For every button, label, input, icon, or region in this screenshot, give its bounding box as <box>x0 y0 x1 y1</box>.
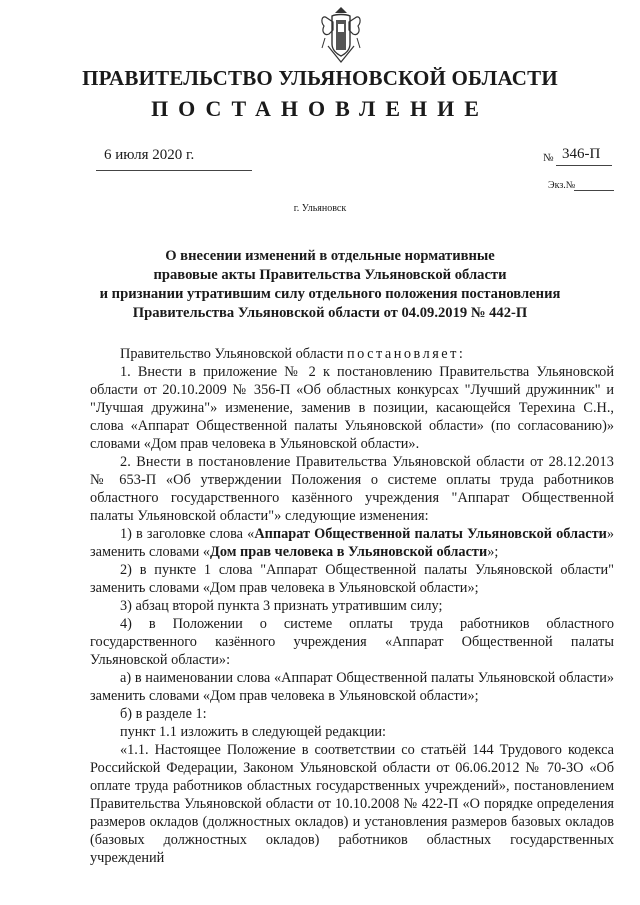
paragraph-3 <box>90 525 614 561</box>
paragraph-4: 2) в пункте 1 слова "Аппарат Общественной палаты Ульяновской области" заменить словами «Дом прав человека в Ульяновской области»; <box>90 562 614 596</box>
city: г. Ульяновск <box>293 203 347 214</box>
preamble-text: Правительство Ульяновской области <box>120 346 347 362</box>
copy-number-label: Экз.№ <box>548 180 576 191</box>
paragraph-5: 3) абзац второй пункта 3 признать утратившим силу; <box>120 598 443 614</box>
document-title <box>60 247 600 323</box>
p3-text-c: » заменить словами « <box>90 526 614 560</box>
title-line: Правительства Ульяновской области от 04.09.2019 № 442-П <box>132 305 528 321</box>
preamble-keyword: постановляет: <box>346 346 466 362</box>
document-date: 6 июля 2020 г. <box>104 147 195 163</box>
title-line: и признании утратившим силу отдельного положения постановления <box>99 286 561 302</box>
paragraph-2: 2. Внести в постановление Правительства Ульяновской области от 28.12.2013 № 653-П «Об утверждении Положения о системе оплаты труда работников областного государственного казённого учреждения "Аппарат Общественной палаты Ульяновской области"» следующие изменения: <box>90 454 614 524</box>
paragraph-9: пункт 1.1 изложить в следующей редакции: <box>120 724 387 740</box>
title-line: правовые акты Правительства Ульяновской области <box>153 267 507 283</box>
p3-bold-old-name: Аппарат Общественной палаты Ульяновской области <box>254 526 607 542</box>
p3-text-a: 1) в заголовке слова « <box>120 526 255 542</box>
number-sign: № <box>543 152 554 164</box>
date-underline <box>96 170 252 171</box>
government-name: ПРАВИТЕЛЬСТВО УЛЬЯНОВСКОЙ ОБЛАСТИ <box>82 66 558 90</box>
paragraph-7: а) в наименовании слова «Аппарат Общественной палаты Ульяновской области» заменить словами «Дом прав человека в Ульяновской области»; <box>90 670 614 704</box>
preamble <box>90 345 614 363</box>
paragraph-10: «1.1. Настоящее Положение в соответствии со статьёй 144 Трудового кодекса Российской Федерации, Законом Ульяновской области от 06.06.2012 № 70-ЗО «Об оплате труда работников областных государственных учреждений», постановлением Правительства Ульяновской области от 10.10.2008 № 422-П «О порядке определения размеров окладов (должностных окладов) и установления размеров базовых окладов (базовых должностных окладов) работников областных государственных учреждений <box>90 742 614 866</box>
paragraph-1: 1. Внести в приложение № 2 к постановлению Правительства Ульяновской области от 20.10.2009 № 356-П «Об областных конкурсах "Лучший дружинник" и "Лучшая дружина"» изменение, заменив в позиции, касающейся Терехина С.Н., слова «Аппарат Общественной палаты Ульяновской области» (по согласованию)» словами «Дом прав человека в Ульяновской области». <box>90 364 614 452</box>
p3-bold-new-name: Дом прав человека в Ульяновской области <box>210 544 488 560</box>
document-body <box>90 345 614 867</box>
paragraph-8: б) в разделе 1: <box>120 706 207 722</box>
document-number: 346-П <box>562 146 601 162</box>
document-type: ПОСТАНОВЛЕНИЕ <box>151 96 489 121</box>
copy-number-underline <box>574 190 614 191</box>
number-underline <box>556 165 612 166</box>
p3-text-e: »; <box>487 544 499 560</box>
coat-of-arms-icon <box>318 4 364 64</box>
title-line: О внесении изменений в отдельные нормативные <box>165 248 495 264</box>
paragraph-6: 4) в Положении о системе оплаты труда работников областного государственного казённого учреждения «Аппарат Общественной палаты Ульяновской области»: <box>90 616 614 668</box>
